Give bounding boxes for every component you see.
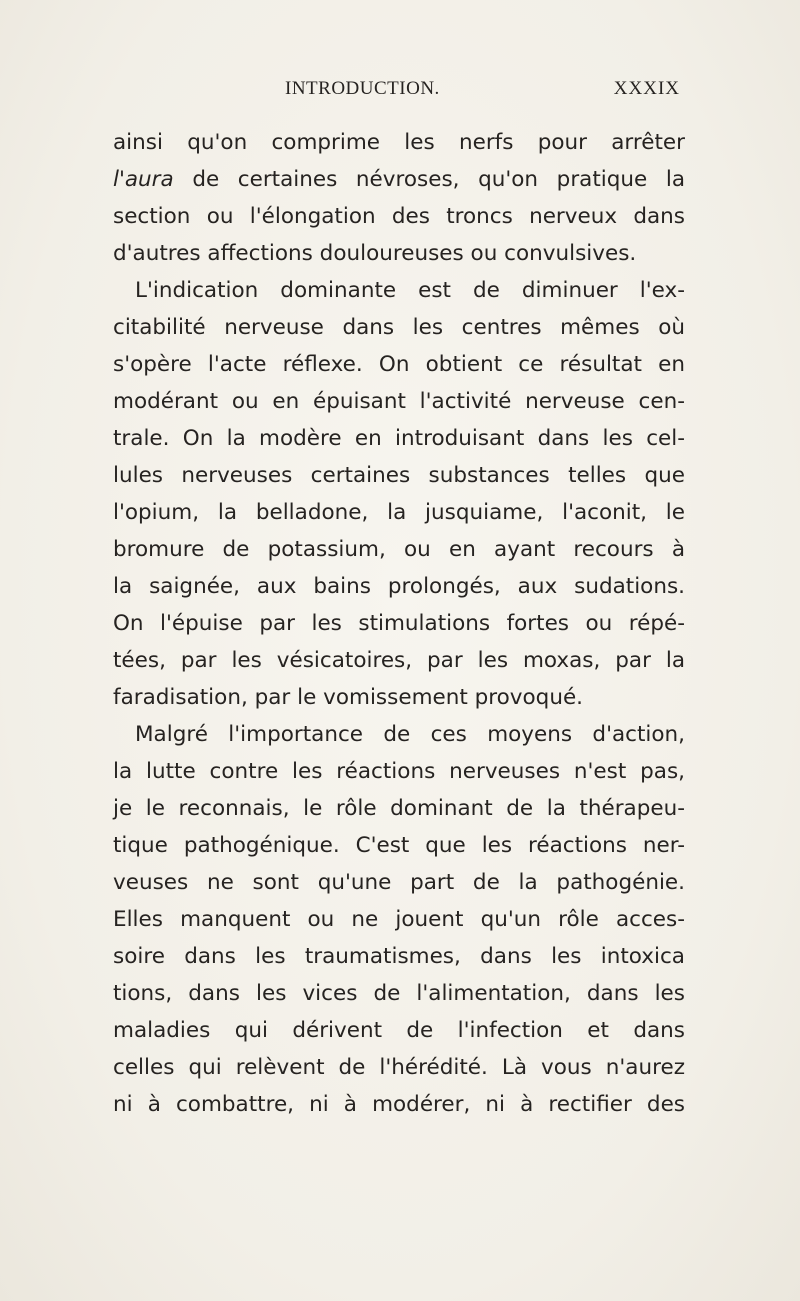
text-line: bromure de potassium, ou en ayant recours à (113, 537, 685, 562)
text-line: l'opium, la belladone, la jusquiame, l'aconit, le (113, 500, 685, 525)
text-line: soire dans les traumatismes, dans les intoxica (113, 944, 685, 969)
text-line: Malgré l'importance de ces moyens d'action, (135, 722, 685, 747)
text-line: lules nerveuses certaines substances telles que (113, 463, 685, 488)
text-line: L'indication dominante est de diminuer l'ex- (135, 278, 685, 303)
text-line: veuses ne sont qu'une part de la pathogénie. (113, 870, 685, 895)
page-header (140, 78, 680, 108)
running-title: INTRODUCTION. (285, 78, 440, 99)
text-line: citabilité nerveuse dans les centres mêmes où (113, 315, 685, 340)
text-line: je le reconnais, le rôle dominant de la thérapeu- (113, 796, 685, 821)
text-line: On l'épuise par les stimulations fortes ou répé- (113, 611, 685, 636)
text-line: ni à combattre, ni à modérer, ni à rectifier des (113, 1092, 685, 1117)
text-line: tées, par les vésicatoires, par les moxas, par la (113, 648, 685, 673)
text-line: d'autres affections douloureuses ou convulsives. (113, 241, 637, 266)
text-line: ainsi qu'on comprime les nerfs pour arrêter (113, 130, 685, 155)
text-line: trale. On la modère en introduisant dans les cel- (113, 426, 685, 451)
text-line: tique pathogénique. C'est que les réactions ner- (113, 833, 685, 858)
text-line: section ou l'élongation des troncs nerveux dans (113, 204, 685, 229)
text-line: la lutte contre les réactions nerveuses n'est pas, (113, 759, 685, 784)
text-line: maladies qui dérivent de l'infection et dans (113, 1018, 685, 1043)
text-line: la saignée, aux bains prolongés, aux sudations. (113, 574, 685, 599)
text-line: faradisation, par le vomissement provoqué. (113, 685, 584, 710)
text-line: Elles manquent ou ne jouent qu'un rôle acces- (113, 907, 685, 932)
text-line: s'opère l'acte réflexe. On obtient ce résultat en (113, 352, 685, 377)
text-line: l'aura de certaines névroses, qu'on pratique la (113, 167, 685, 192)
text-line: tions, dans les vices de l'alimentation, dans les (113, 981, 685, 1006)
text-line: celles qui relèvent de l'hérédité. Là vous n'aurez (113, 1055, 685, 1080)
text-line: modérant ou en épuisant l'activité nerveuse cen- (113, 389, 685, 414)
page-number: XXXIX (613, 78, 680, 99)
italic-term: l'aura (113, 167, 174, 192)
body-text (113, 124, 685, 1123)
